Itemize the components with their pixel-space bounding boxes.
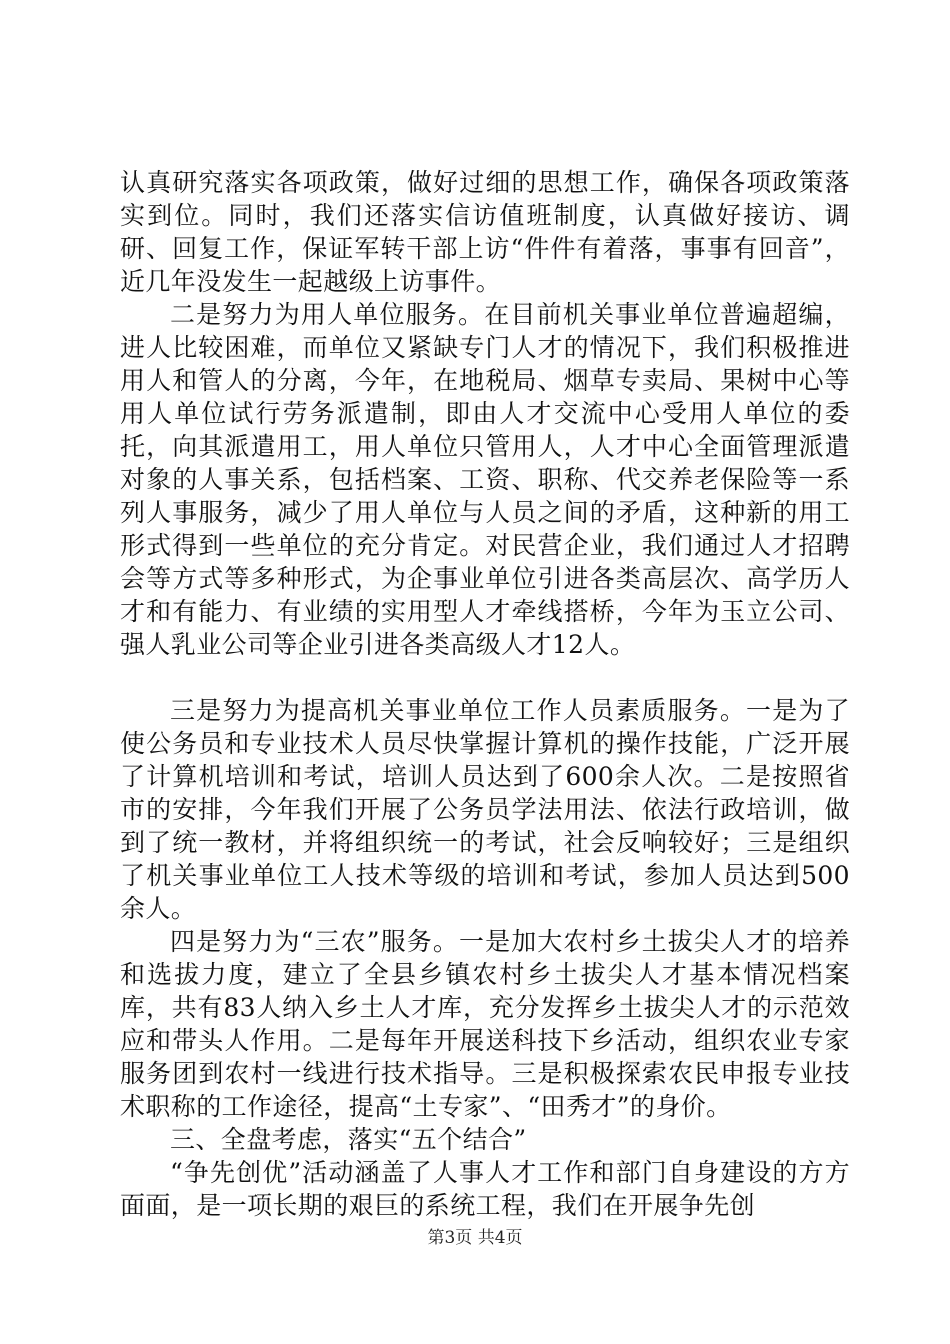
paragraph-continuation: 认真研究落实各项政策，做好过细的思想工作，确保各项政策落实到位。同时，我们还落实信访值班制度，认真做好接访、调研、回复工作，保证军转干部上访“件件有着落，事事有回音”，近几年没发生一起越级上访事件。 <box>120 168 850 296</box>
paragraph-section-intro: “争先创优”活动涵盖了人事人才工作和部门自身建设的方方面面，是一项长期的艰巨的系统工程，我们在开展争先创 <box>120 1158 850 1220</box>
page-number-label: 第3页 共4页 <box>427 1228 523 1248</box>
section-heading: 三、全盘考虑，落实“五个结合” <box>170 1125 527 1154</box>
paragraph-rural-service: 四是努力为“三农”服务。一是加大农村乡土拔尖人才的培养和选拔力度，建立了全县乡镇农村乡土拔尖人才基本情况档案库，共有83人纳入乡土人才库，充分发挥乡土拔尖人才的示范效应和带头人作用。二是每年开展送科技下乡活动，组织农业专家服务团到农村一线进行技术指导。三是积极探索农民申报专业技术职称的工作途径，提高“土专家”、“田秀才”的身价。 <box>120 927 850 1121</box>
paragraph-staff-quality-service: 三是努力为提高机关事业单位工作人员素质服务。一是为了使公务员和专业技术人员尽快掌握计算机的操作技能，广泛开展了计算机培训和考试，培训人员达到了600余人次。二是按照省市的安排，今年我们开展了公务员学法用法、依法行政培训，做到了统一教材，并将组织统一的考试，社会反响较好；三是组织了机关事业单位工人技术等级的培训和考试，参加人员达到500余人。 <box>120 696 850 923</box>
page-footer <box>0 1227 950 1249</box>
document-body <box>120 166 850 1222</box>
paragraph-employer-service: 二是努力为用人单位服务。在目前机关事业单位普遍超编，进人比较困难，而单位又紧缺专门人才的情况下，我们积极推进用人和管人的分离，今年，在地税局、烟草专卖局、果树中心等用人单位试行劳务派遣制，即由人才交流中心受用人单位的委托，向其派遣用工，用人单位只管用人，人才中心全面管理派遣对象的人事关系，包括档案、工资、职称、代交养老保险等一系列人事服务，减少了用人单位与人员之间的矛盾，这种新的用工形式得到一些单位的充分肯定。对民营企业，我们通过人才招聘会等方式等多种形式，为企事业单位引进各类高层次、高学历人才和有能力、有业绩的实用型人才牵线搭桥，今年为玉立公司、强人乳业公司等企业引进各类高级人才12人。 <box>120 300 850 659</box>
